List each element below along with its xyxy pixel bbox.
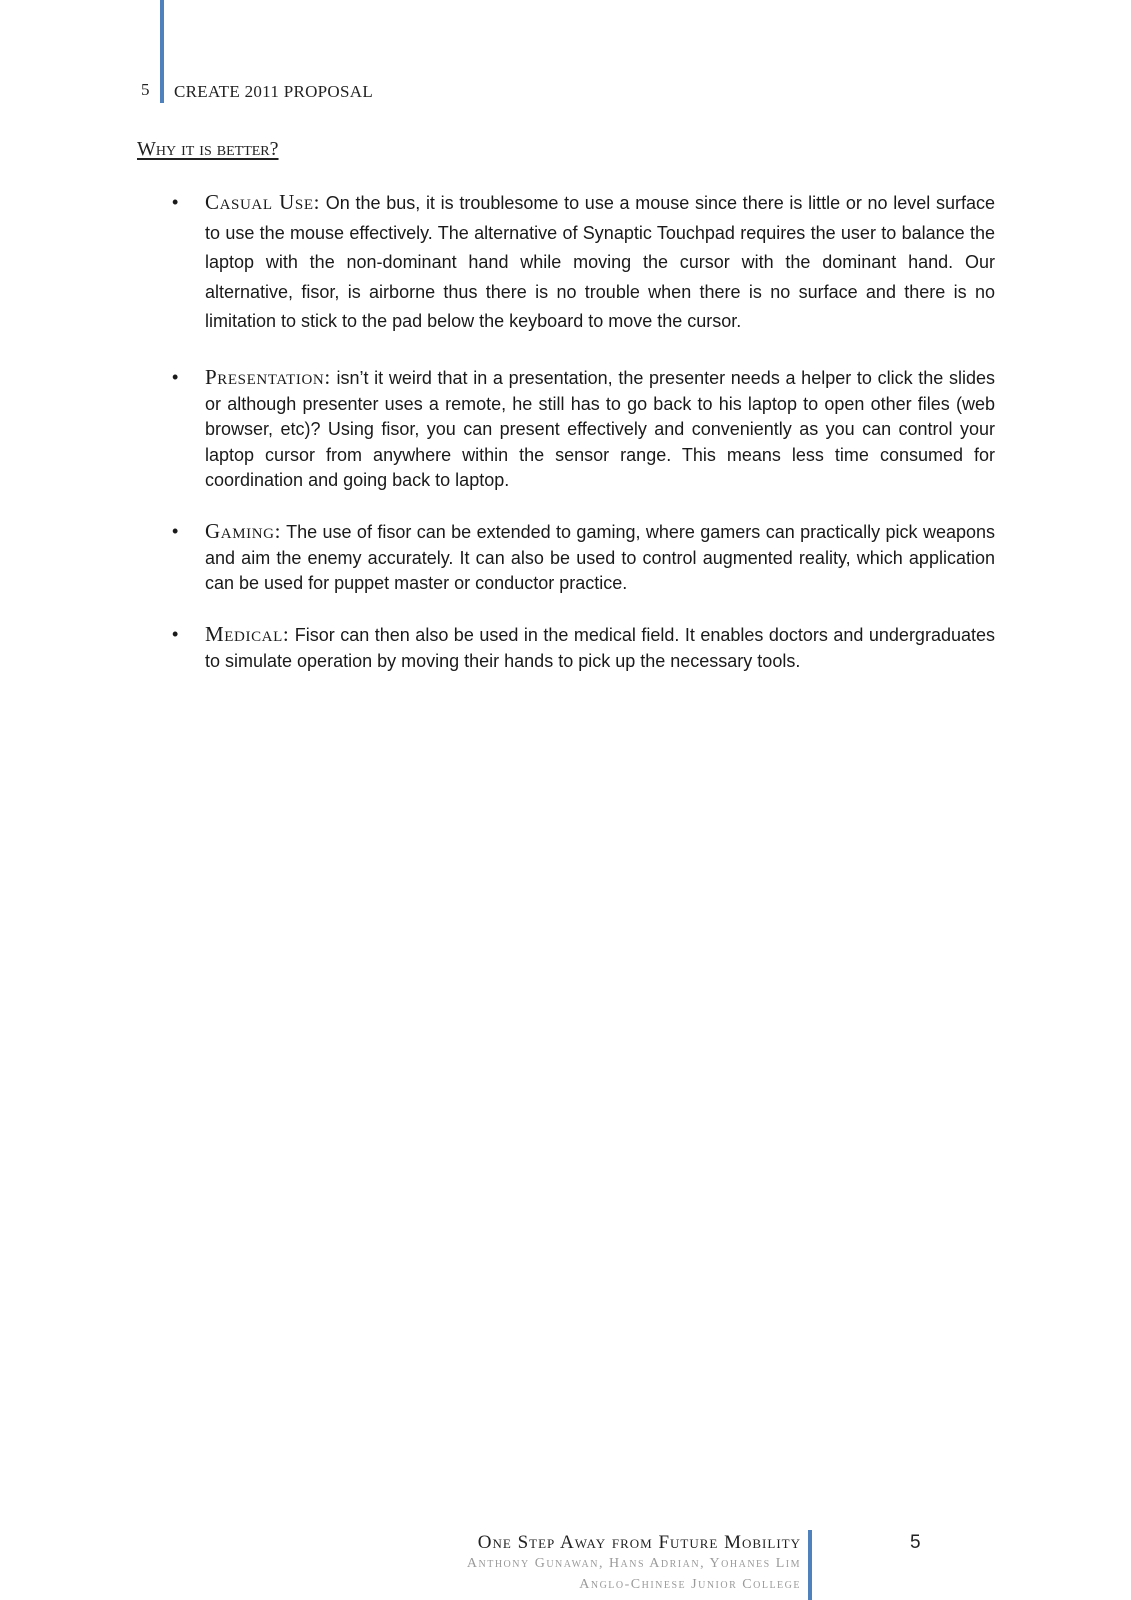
list-item-presentation <box>172 365 995 494</box>
bullet-icon: • <box>172 367 179 387</box>
footer-school: Anglo-Chinese Junior College <box>579 1577 801 1592</box>
item-text: Fisor can then also be used in the medical field. It enables doctors and undergraduates to simulate operation by moving their hands to pick up the necessary tools. <box>205 625 995 671</box>
header-page-number: 5 <box>141 80 150 99</box>
list-item-casual-use <box>172 188 996 337</box>
item-text: The use of fisor can be extended to gaming, where gamers can practically pick weapons and aim the enemy accurately. It can also be used to control augmented reality, which application can be used for puppet master or conductor practice. <box>205 522 995 593</box>
footer-authors: Anthony Gunawan, Hans Adrian, Yohanes Lim <box>466 1556 801 1571</box>
bullet-icon: • <box>172 192 179 212</box>
header-title: CREATE 2011 PROPOSAL <box>174 82 374 101</box>
list-item-gaming <box>172 519 995 597</box>
footer-accent-rule <box>808 1530 812 1600</box>
item-term: Presentation: <box>205 365 331 389</box>
bullet-icon: • <box>172 521 179 541</box>
footer-title: One Step Away from Future Mobility <box>477 1532 801 1553</box>
section-heading: Why it is better? <box>137 138 279 160</box>
item-term: Casual Use: <box>205 190 321 214</box>
list-item-medical <box>172 622 995 674</box>
item-text: On the bus, it is troublesome to use a mouse since there is little or no level surface to use the mouse effectively. The alternative of Synaptic Touchpad requires the user to balance the laptop with the non-dominant hand while moving the cursor with the dominant hand. Our alternative, fisor, is airborne thus there is no trouble when there is no surface and there is no limitation to stick to the pad below the keyboard to move the cursor. <box>205 193 996 331</box>
footer-page-number: 5 <box>910 1532 921 1553</box>
bullet-icon: • <box>172 624 179 644</box>
header-accent-rule <box>160 0 164 103</box>
item-term: Gaming: <box>205 519 282 543</box>
item-term: Medical: <box>205 622 290 646</box>
item-text: isn’t it weird that in a presentation, the presenter needs a helper to click the slides or although presenter uses a remote, he still has to go back to his laptop to open other files (web browser, etc)? Using fisor, you can present effectively and conveniently as you can control your laptop cursor from anywhere within the sensor range. This means less time consumed for coordination and going back to laptop. <box>205 368 995 490</box>
